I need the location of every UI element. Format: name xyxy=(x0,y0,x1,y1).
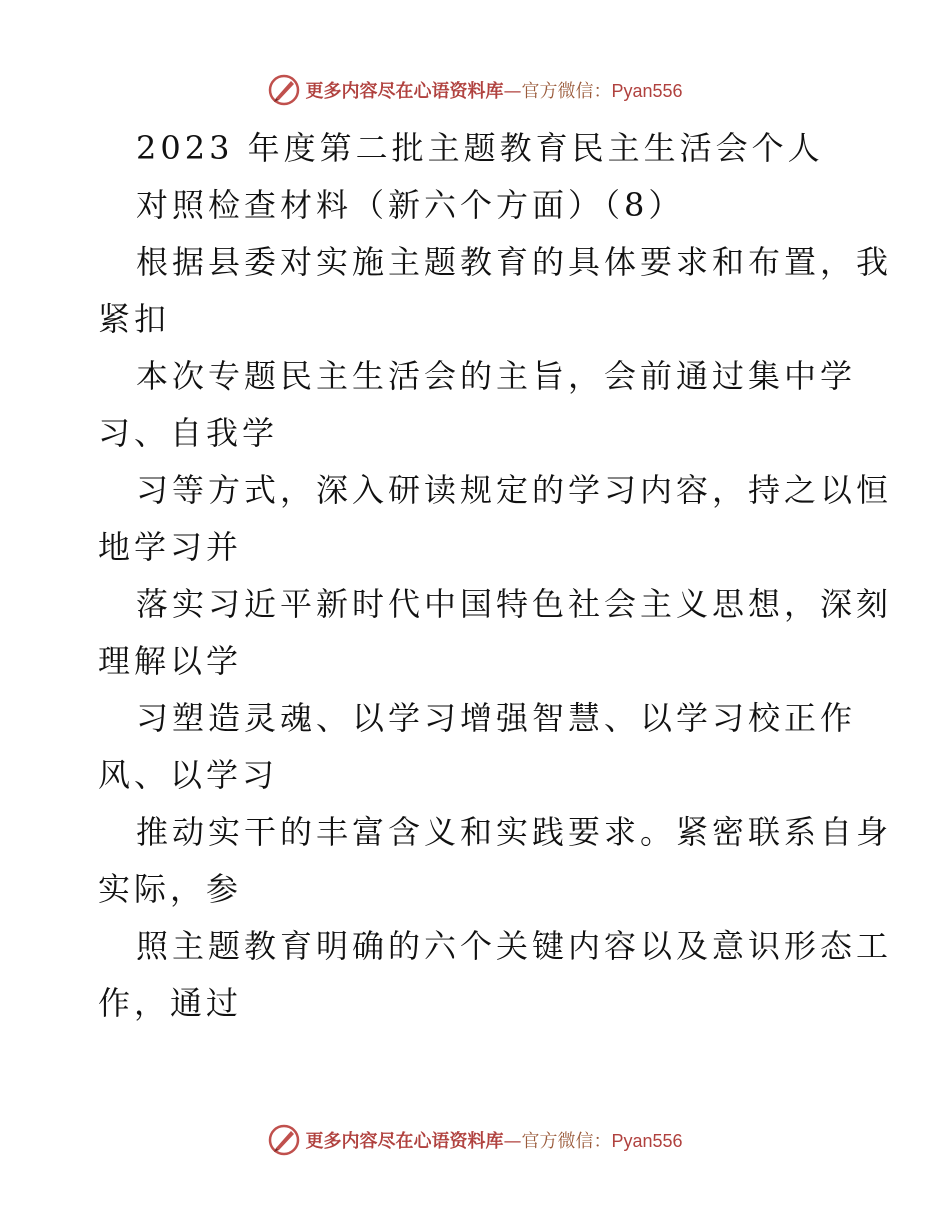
banner-wechat-label: 官方微信： xyxy=(521,1131,612,1152)
banner-wechat-label: 官方微信： xyxy=(521,81,612,102)
banner-wechat-id: Pyan556 xyxy=(611,81,683,101)
banner-text xyxy=(305,77,682,103)
text-line: 实际，参 xyxy=(98,870,243,908)
document-body xyxy=(98,120,893,1032)
footer-banner xyxy=(0,1120,950,1160)
text-line: 理解以学 xyxy=(98,642,243,680)
text-line: 习、自我学 xyxy=(98,414,279,452)
text-line: 本次专题民主生活会的主旨，会前通过集中学 xyxy=(136,357,857,395)
banner-dash: — xyxy=(503,81,522,102)
text-line: 风、以学习 xyxy=(98,756,279,794)
banner-site-text: 更多内容尽在心语资料库 xyxy=(305,1131,504,1152)
text-line: 作，通过 xyxy=(98,984,243,1022)
banner-text xyxy=(305,1127,682,1153)
banner-dash: — xyxy=(503,1131,522,1152)
banner-wechat-id: Pyan556 xyxy=(611,1131,683,1151)
title-line-2: 对照检查材料（新六个方面）（8） xyxy=(136,186,685,224)
quill-logo-icon xyxy=(267,73,301,107)
text-line: 地学习并 xyxy=(98,528,243,566)
title-line-1: 2023 年度第二批主题教育民主生活会个人 xyxy=(136,129,824,167)
text-line: 照主题教育明确的六个关键内容以及意识形态工 xyxy=(136,927,893,965)
text-line: 习等方式，深入研读规定的学习内容，持之以恒 xyxy=(136,471,893,509)
text-line: 习塑造灵魂、以学习增强智慧、以学习校正作 xyxy=(136,699,857,737)
text-line: 紧扣 xyxy=(98,300,171,338)
text-line: 根据县委对实施主题教育的具体要求和布置，我 xyxy=(136,243,893,281)
header-banner xyxy=(0,70,950,110)
quill-logo-icon xyxy=(267,1123,301,1157)
text-line: 推动实干的丰富含义和实践要求。紧密联系自身 xyxy=(136,813,893,851)
text-line: 落实习近平新时代中国特色社会主义思想，深刻 xyxy=(136,585,893,623)
banner-site-text: 更多内容尽在心语资料库 xyxy=(305,81,504,102)
